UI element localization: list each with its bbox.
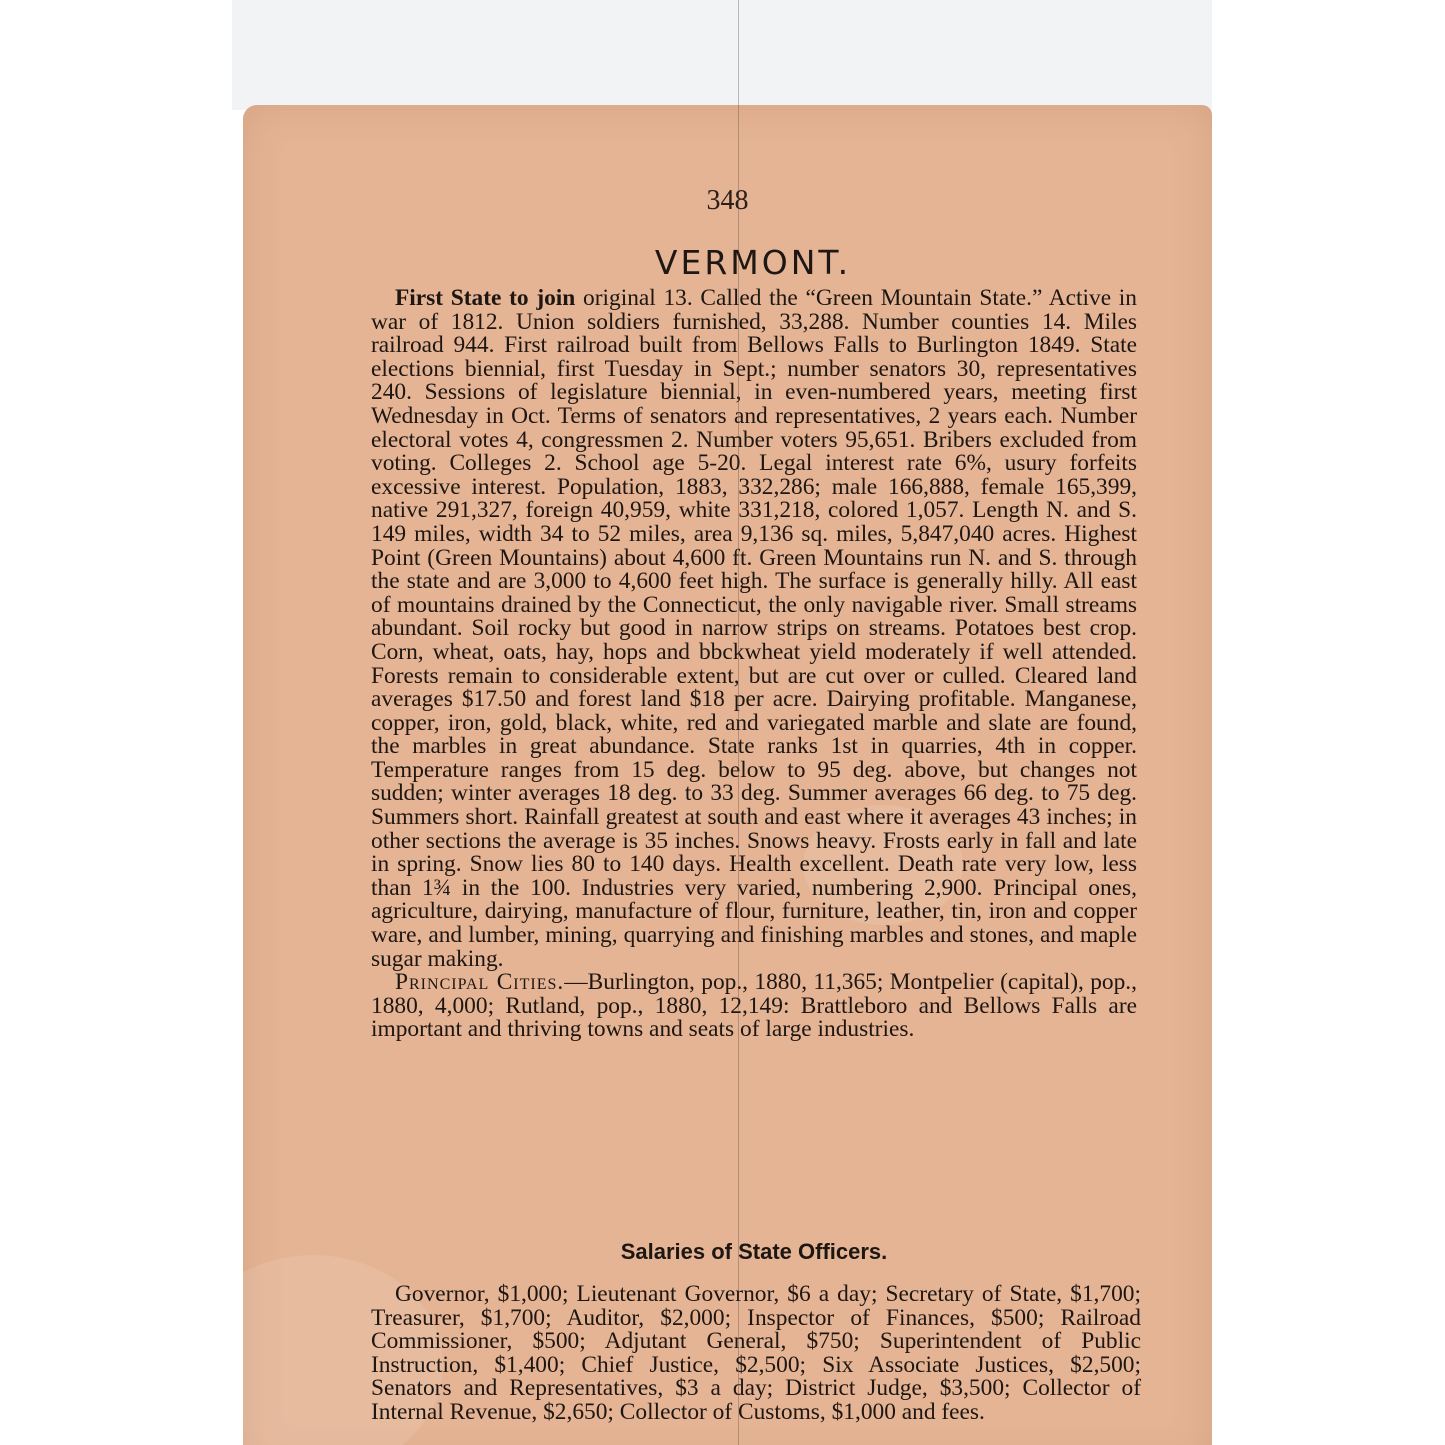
scan-backdrop [232,0,1212,110]
scan-fold-line [738,0,739,1445]
main-text-block [371,287,1137,1042]
page-title: VERMONT. [654,243,852,282]
salaries-heading: Salaries of State Officers. [620,1239,888,1264]
principal-cities-label: Principal Cities. [395,969,565,996]
book-page [243,105,1212,1445]
page-number: 348 [706,185,749,216]
salaries-paragraph: Governor, $1,000; Lieutenant Governor, $6 a day; Secretary of State, $1,700; Treasurer, $1,700; Auditor, $2,000; Inspector of Finances, $500; Railroad Commissioner, $500; Adjutant General, $750; Superintendent of Public Instruction, $1,400; Chief Justice, $2,500; Six Associate Justices, $2,500; Senators and Representatives, $3 a day; District Judge, $3,500; Collector of Internal Revenue, $2,650; Collector of Customs, $1,000 and fees. [371,1281,1141,1425]
principal-cities-text: —Burlington, pop., 1880, 11,365; Montpelier (capital), pop., 1880, 4,000; Rutland, pop., 1880, 12,149: Brattleboro and Bellows Falls are important and thriving towns and seats of large industries. [371,969,1137,1043]
lead-in: First State to join [395,285,576,311]
main-paragraph [371,287,1137,971]
main-paragraph-text: original 13. Called the “Green Mountain State.” Active in war of 1812. Union soldiers furnished, 33,288. Number counties 14. Miles railroad 944. First railroad built from Bellows Falls to Burlington 1849. State elections biennial, first Tuesday in Sept.; number senators 30, representatives 240. Sessions of legislature biennial, in even-numbered years, meeting first Wednesday in Oct. Terms of senators and representatives, 2 years each. Number electoral votes 4, congressmen 2. Number voters 95,651. Bribers excluded from voting. Colleges 2. School age 5-20. Legal interest rate 6%, usury forfeits excessive interest. Population, 1883, 332,286; male 166,888, female 165,399, native 291,327, foreign 40,959, white 331,218, colored 1,057. Length N. and S. 149 miles, width 34 to 52 miles, area 9,136 sq. miles, 5,847,040 acres. Highest Point (Green Mountains) about 4,600 ft. Green Mountains run N. and S. through the state and are 3,000 to 4,600 feet high. The surface is generally hilly. All east of mountains drained by the Connecticut, the only navigable river. Small streams abundant. Soil rocky but good in narrow strips on streams. Potatoes best crop. Corn, wheat, oats, hay, hops and bbckwheat yield moderately if well attended. Forests remain to considerable extent, but are cut over or culled. Cleared land averages $17.50 and forest land $18 per acre. Dairying profitable. Manganese, copper, iron, gold, black, white, red and variegated marble and slate are found, the marbles in great abundance. State ranks 1st in quarries, 4th in copper. Temperature ranges from 15 deg. below to 95 deg. above, but changes not sudden; winter averages 18 deg. to 33 deg. Summer averages 66 deg. to 75 deg. Summers short. Rainfall greatest at south and east where it averages 43 inches; in other sections the average is 35 inches. Snows heavy. Frosts early in fall and late in spring. Snow lies 80 to 140 days. Health excellent. Death rate very low, less than 1¾ in the 100. Industries very varied, numbering 2,900. Principal ones, agriculture, dairying, manufacture of flour, furniture, leather, tin, iron and copper ware, and lumber, mining, quarrying and finishing marbles and stones, and maple sugar making. [371,285,1137,972]
salaries-text-block [371,1283,1141,1425]
principal-cities-paragraph [371,971,1137,1042]
